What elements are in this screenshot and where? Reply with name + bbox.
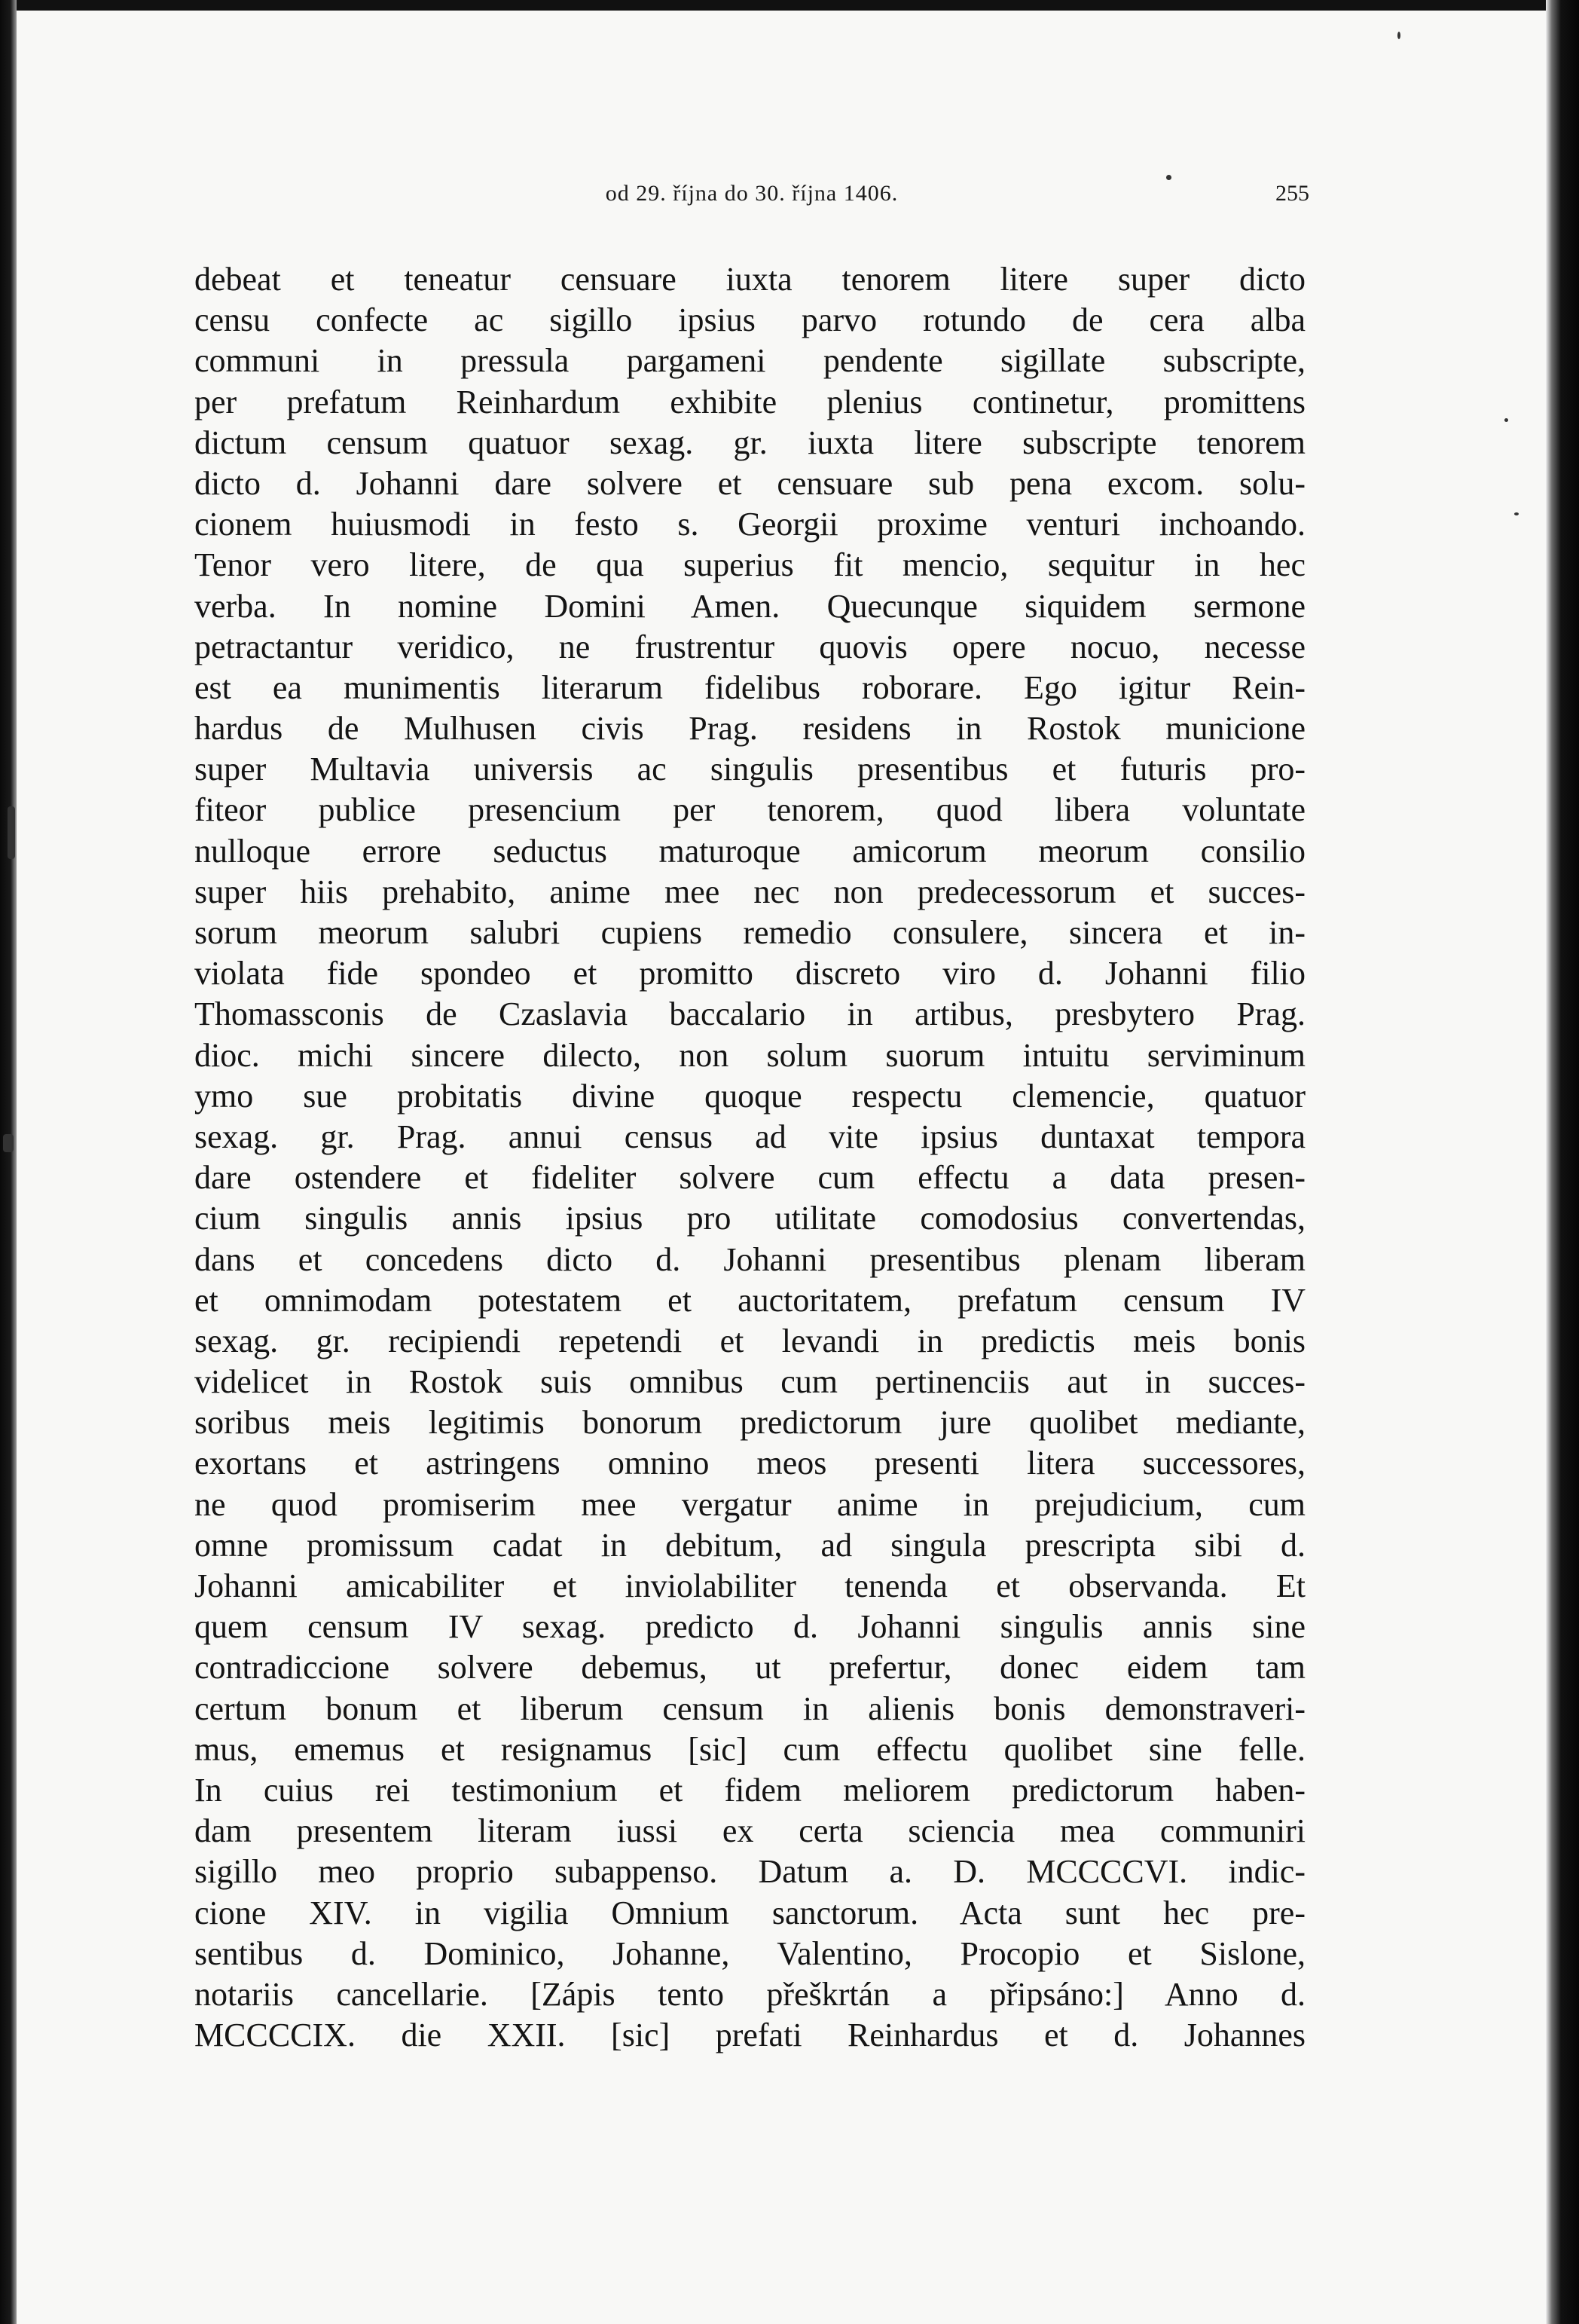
text-line: super Multavia universis ac singulis presentibus et futuris pro- — [194, 751, 1306, 788]
text-line: violata fide spondeo et promitto discreto viro d. Johanni filio — [194, 955, 1306, 992]
text-line: cium singulis annis ipsius pro utilitate comodosius convertendas, — [194, 1200, 1306, 1237]
text-line: petractantur veridico, ne frustrentur quovis opere nocuo, necesse — [194, 628, 1306, 665]
scan-speck — [8, 806, 15, 859]
text-line: ymo sue probitatis divine quoque respectu clemencie, quatuor — [194, 1077, 1306, 1115]
text-line: notariis cancellarie. [Zápis tento přeškrtán a připsáno:] Anno d. — [194, 1975, 1306, 2013]
text-line: MCCCCIX. die XXII. [sic] prefati Reinhardus et d. Johannes — [194, 2017, 1306, 2054]
text-line: sigillo meo proprio subappenso. Datum a. D. MCCCCVI. indic- — [194, 1853, 1306, 1891]
text-line: soribus meis legitimis bonorum predictorum jure quolibet mediante, — [194, 1404, 1306, 1442]
scan-speck — [1166, 175, 1171, 180]
scan-speck — [1397, 32, 1400, 39]
scan-border-top — [0, 0, 1579, 11]
text-line: sorum meorum salubri cupiens remedio consulere, sincera et in- — [194, 914, 1306, 951]
scan-speck — [1504, 418, 1508, 422]
scan-speck — [1514, 512, 1519, 515]
text-line: censu confecte ac sigillo ipsius parvo rotundo de cera alba — [194, 301, 1306, 339]
text-line: hardus de Mulhusen civis Prag. residens in Rostok municione — [194, 710, 1306, 748]
text-line: cionem huiusmodi in festo s. Georgii proxime venturi inchoando. — [194, 506, 1306, 543]
text-line: cione XIV. in vigilia Omnium sanctorum. Acta sunt hec pre- — [194, 1894, 1306, 1931]
text-line: et omnimodam potestatem et auctoritatem, prefatum censum IV — [194, 1281, 1306, 1319]
text-line: dictum censum quatuor sexag. gr. iuxta litere subscripte tenorem — [194, 424, 1306, 461]
text-line: Johanni amicabiliter et inviolabiliter tenenda et observanda. Et — [194, 1567, 1306, 1604]
page-number: 255 — [1275, 181, 1309, 206]
text-line: quem censum IV sexag. predicto d. Johanni singulis annis sine — [194, 1608, 1306, 1646]
text-line: certum bonum et liberum censum in alienis bonis demonstraveri- — [194, 1689, 1306, 1727]
text-line: mus, ememus et resignamus [sic] cum effectu quolibet sine felle. — [194, 1730, 1306, 1768]
text-line: dicto d. Johanni dare solvere et censuare sub pena excom. solu- — [194, 464, 1306, 502]
text-line: videlicet in Rostok suis omnibus cum pertinenciis aut in succes- — [194, 1363, 1306, 1401]
text-line: dans et concedens dicto d. Johanni presentibus plenam liberam — [194, 1240, 1306, 1278]
text-line: per prefatum Reinhardum exhibite plenius continetur, promittens — [194, 383, 1306, 420]
text-line: est ea munimentis literarum fidelibus roborare. Ego igitur Rein- — [194, 668, 1306, 706]
text-line: exortans et astringens omnino meos presenti litera successores, — [194, 1445, 1306, 1482]
text-line: In cuius rei testimonium et fidem meliorem predictorum haben- — [194, 1771, 1306, 1809]
text-line: verba. In nomine Domini Amen. Quecunque siquidem sermone — [194, 587, 1306, 625]
text-line: sexag. gr. Prag. annui census ad vite ipsius duntaxat tempora — [194, 1118, 1306, 1155]
text-line: dam presentem literam iussi ex certa sciencia mea communiri — [194, 1812, 1306, 1850]
text-line: omne promissum cadat in debitum, ad singula prescripta sibi d. — [194, 1526, 1306, 1564]
text-line: debeat et teneatur censuare iuxta tenorem litere super dicto — [194, 261, 1306, 298]
text-line: Thomassconis de Czaslavia baccalario in artibus, presbytero Prag. — [194, 995, 1306, 1033]
text-line: ne quod promiserim mee vergatur anime in prejudicium, cum — [194, 1485, 1306, 1523]
scan-speck — [3, 1134, 14, 1152]
scan-border-left — [0, 0, 17, 2324]
text-line: dioc. michi sincere dilecto, non solum suorum intuitu serviminum — [194, 1036, 1306, 1074]
running-head — [194, 181, 1309, 219]
text-line: sentibus d. Dominico, Johanne, Valentino, Procopio et Sislone, — [194, 1934, 1306, 1972]
text-line: super hiis prehabito, anime mee nec non predecessorum et succes- — [194, 873, 1306, 910]
text-line: Tenor vero litere, de qua superius fit mencio, sequitur in hec — [194, 546, 1306, 584]
text-line: sexag. gr. recipiendi repetendi et levandi in predictis meis bonis — [194, 1322, 1306, 1359]
text-line: dare ostendere et fideliter solvere cum effectu a data presen- — [194, 1159, 1306, 1197]
body-text — [194, 259, 1306, 2056]
text-line: fiteor publice presencium per tenorem, quod libera voluntate — [194, 791, 1306, 829]
text-line: communi in pressula pargameni pendente sigillate subscripte, — [194, 342, 1306, 380]
text-line: nulloque errore seductus maturoque amicorum meorum consilio — [194, 832, 1306, 870]
running-head-title: od 29. října do 30. října 1406. — [605, 181, 899, 206]
scan-border-right — [1546, 0, 1579, 2324]
text-line: contradiccione solvere debemus, ut prefertur, donec eidem tam — [194, 1649, 1306, 1686]
